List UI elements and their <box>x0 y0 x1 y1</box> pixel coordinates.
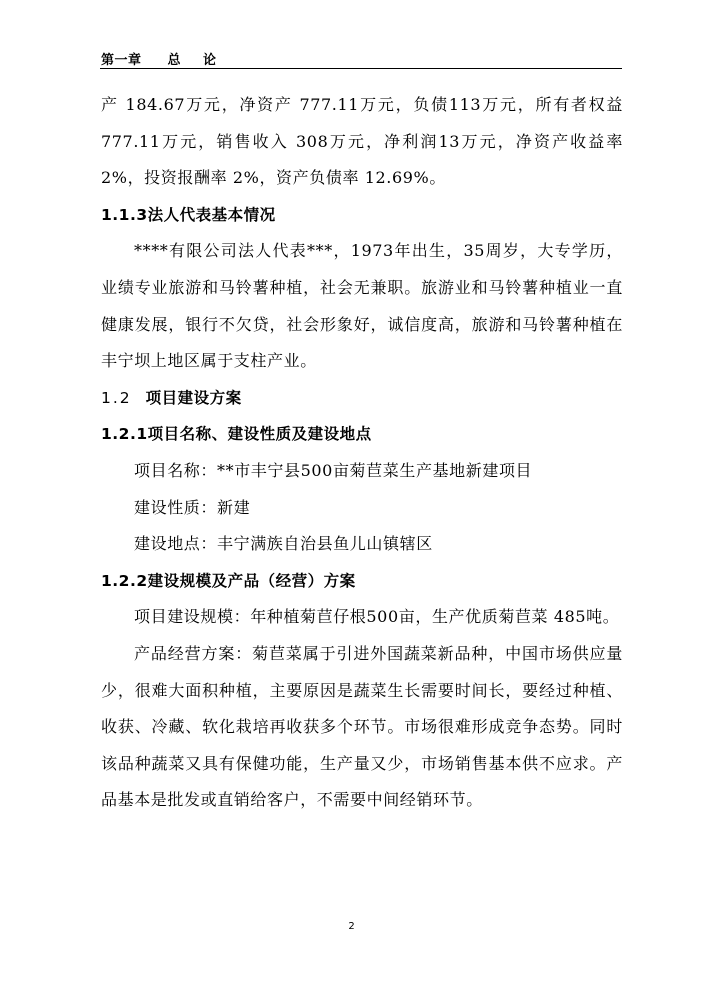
heading-1-1-3: 1.1.3法人代表基本情况 <box>101 205 276 224</box>
heading-1-2 <box>101 380 623 417</box>
construction-nature-line: 建设性质：新建 <box>134 497 251 517</box>
page-content <box>101 87 623 819</box>
heading-1-2-title: 项目建设方案 <box>145 388 242 407</box>
running-header <box>101 49 225 68</box>
heading-1-2-2: 1.2.2建设规模及产品（经营）方案 <box>101 571 356 590</box>
legal-rep-paragraph: ****有限公司法人代表***，1973年出生，35周岁，大专学历，业绩专业旅游和马铃薯种植，社会无兼职。旅游业和马铃薯种植业一直健康发展，银行不欠贷，社会形象好，诚信度高，旅游和马铃薯种植在丰宁坝上地区属于支柱产业。 <box>101 241 623 371</box>
heading-1-2-number: 1.2 <box>101 388 132 407</box>
project-name-line: 项目名称：**市丰宁县500亩菊苣菜生产基地新建项目 <box>134 460 533 480</box>
header-rule <box>100 68 622 69</box>
product-plan-paragraph: 产品经营方案：菊苣菜属于引进外国蔬菜新品种，中国市场供应量少，很难大面积种植，主要原因是蔬菜生长需要时间长，要经过种植、收获、冷藏、软化栽培再收获多个环节。市场很难形成竞争态势。同时该品种蔬菜又具有保健功能，生产量又少，市场销售基本供不应求。产品基本是批发或直销给客户，不需要中间经销环节。 <box>101 643 623 810</box>
intro-paragraph: 产 184.67万元，净资产 777.11万元，负债113万元，所有者权益777.11万元，销售收入 308万元，净利润13万元，净资产收益率 2%，投资报酬率 2%，资产负债率 12.69%。 <box>101 95 623 188</box>
page-number: 2 <box>348 921 355 932</box>
chapter-title: 总 论 <box>167 53 226 68</box>
chapter-label: 第一章 <box>101 53 142 68</box>
construction-location-line: 建设地点：丰宁满族自治县鱼儿山镇辖区 <box>134 534 433 554</box>
heading-1-2-1: 1.2.1项目名称、建设性质及建设地点 <box>101 425 372 444</box>
construction-scale-paragraph: 项目建设规模：年种植菊苣仔根500亩，生产优质菊苣菜 485吨。 <box>134 607 620 627</box>
